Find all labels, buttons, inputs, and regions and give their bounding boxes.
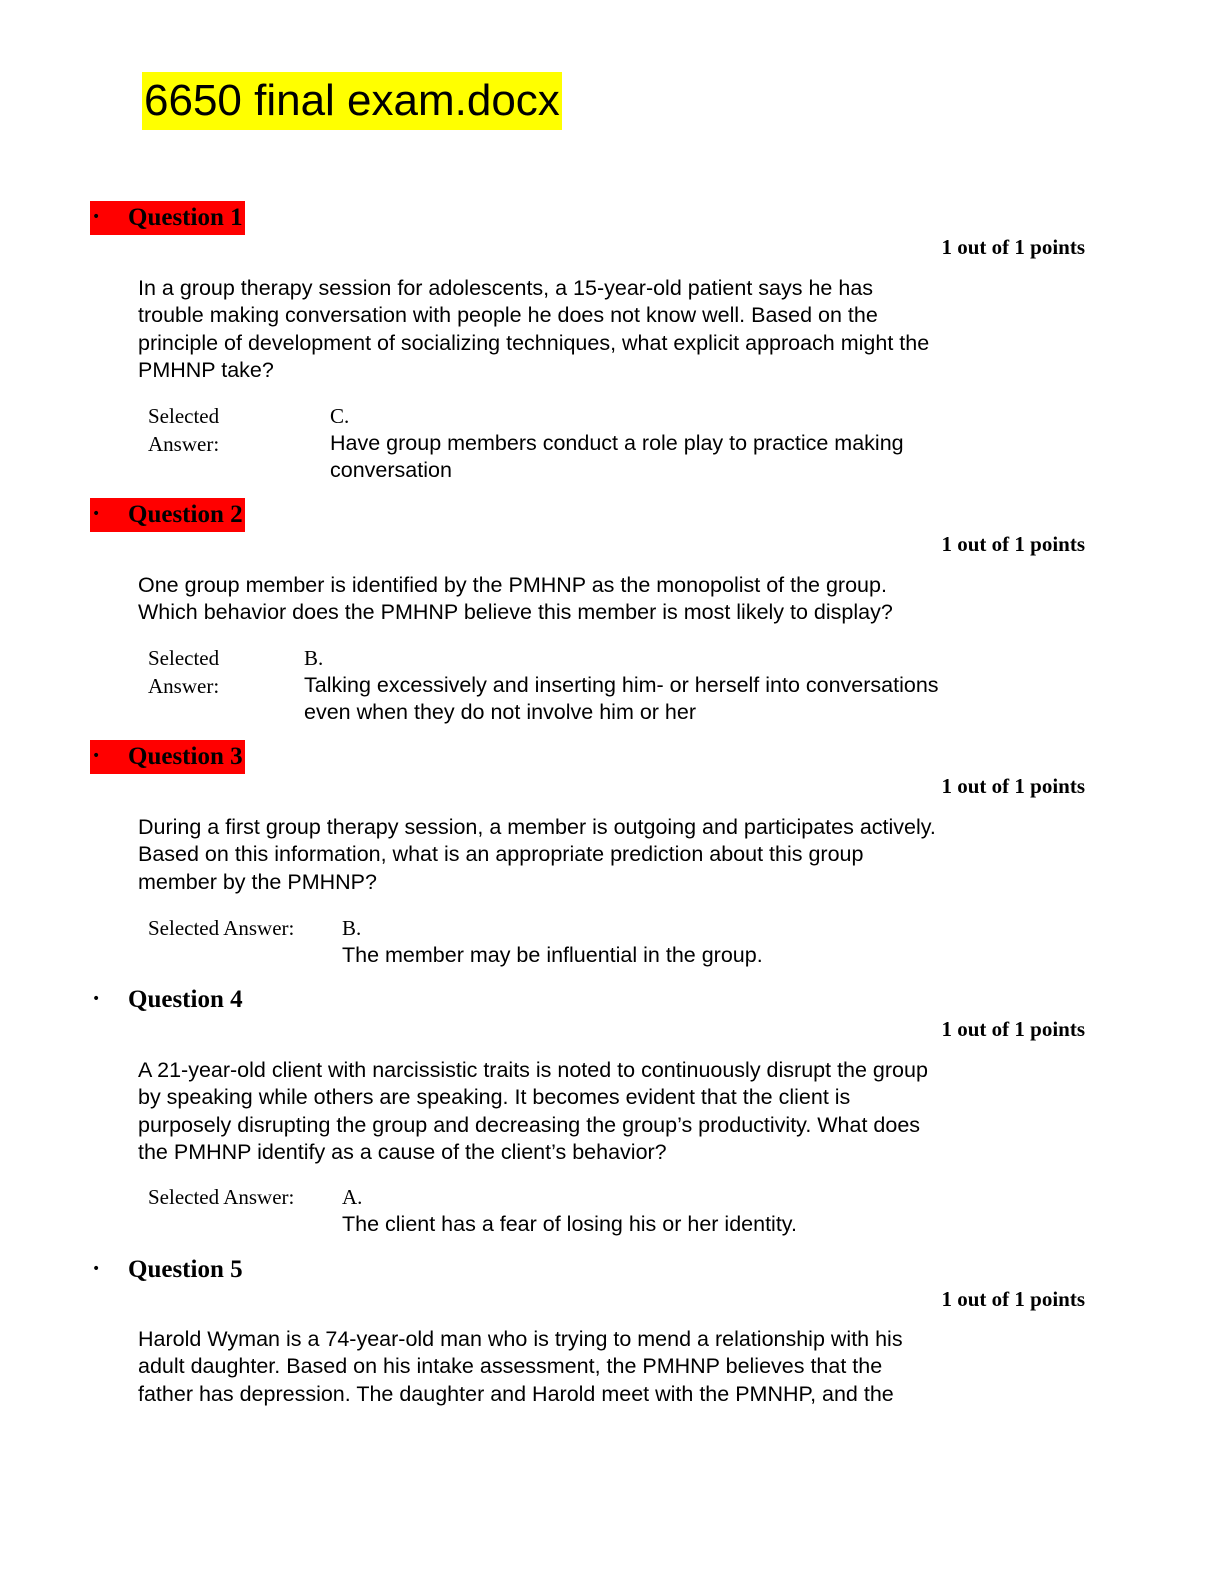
question-4-title: Question 4: [128, 986, 243, 1013]
answer-line: conversation: [330, 458, 452, 483]
question-3-answer-letter: B.: [342, 916, 362, 940]
prompt-line: the PMHNP identify as a cause of the client’s behavior?: [138, 1139, 667, 1164]
bullet-icon: •: [92, 209, 101, 226]
prompt-line: In a group therapy session for adolescents, a 15-year-old patient says he has: [138, 276, 874, 300]
question-1-answer-letter: C.: [330, 404, 350, 428]
question-4-heading: [90, 983, 245, 1017]
document-title: 6650 final exam.docx: [142, 72, 562, 130]
answer-line: The member may be influential in the group.: [342, 943, 763, 967]
question-1-selected-answer-label: [148, 402, 219, 458]
question-4-answer-letter: A.: [342, 1185, 363, 1209]
question-2-answer-letter: B.: [304, 646, 324, 670]
prompt-line: principle of development of socializing techniques, what explicit approach might the: [138, 330, 930, 355]
question-3-selected-answer-label: Selected Answer:: [148, 916, 295, 940]
question-2-points: 1 out of 1 points: [941, 532, 1085, 556]
question-5-heading: [90, 1253, 245, 1287]
prompt-line: adult daughter. Based on his intake assessment, the PMHNP believes that the: [138, 1354, 883, 1379]
bullet-icon: •: [92, 1261, 101, 1278]
question-4-answer-text: [342, 1211, 797, 1238]
question-4-selected-answer-label: Selected Answer:: [148, 1185, 295, 1209]
question-1-prompt: [138, 275, 1038, 384]
question-1-points: 1 out of 1 points: [941, 235, 1085, 259]
question-2-selected-answer-label: [148, 644, 219, 700]
answer-line: even when they do not involve him or her: [304, 700, 697, 725]
prompt-line: trouble making conversation with people he does not know well. Based on the: [138, 303, 878, 328]
prompt-line: PMHNP take?: [138, 357, 274, 382]
question-3-points: 1 out of 1 points: [941, 774, 1085, 798]
prompt-line: purposely disrupting the group and decreasing the group’s productivity. What does: [138, 1112, 921, 1137]
question-1-title: Question 1: [128, 204, 243, 231]
question-1-answer-text: [330, 430, 904, 485]
question-2-answer-text: [304, 672, 939, 727]
answer-line: The client has a fear of losing his or her identity.: [342, 1212, 797, 1236]
question-5-title: Question 5: [128, 1256, 243, 1283]
prompt-line: Based on this information, what is an appropriate prediction about this group: [138, 842, 864, 867]
prompt-line: One group member is identified by the PMHNP as the monopolist of the group.: [138, 573, 887, 597]
question-3-answer-text: [342, 942, 763, 969]
prompt-line: During a first group therapy session, a member is outgoing and participates actively.: [138, 815, 936, 839]
answer-line: Talking excessively and inserting him- or herself into conversations: [304, 673, 939, 697]
question-5-points: 1 out of 1 points: [941, 1287, 1085, 1311]
question-2-title: Question 2: [128, 501, 243, 528]
question-2-heading: [90, 498, 245, 532]
label-line: Selected: [148, 646, 220, 670]
prompt-line: father has depression. The daughter and Harold meet with the PMNHP, and the: [138, 1381, 894, 1406]
bullet-icon: •: [92, 748, 101, 765]
answer-line: Have group members conduct a role play to practice making: [330, 431, 904, 455]
question-5-prompt: [138, 1326, 1038, 1408]
prompt-line: Which behavior does the PMHNP believe this member is most likely to display?: [138, 600, 893, 625]
prompt-line: Harold Wyman is a 74-year-old man who is trying to mend a relationship with his: [138, 1327, 903, 1351]
question-2-prompt: [138, 572, 1038, 627]
question-3-prompt: [138, 814, 1038, 896]
question-4-points: 1 out of 1 points: [941, 1017, 1085, 1041]
prompt-line: by speaking while others are speaking. It becomes evident that the client is: [138, 1085, 851, 1110]
prompt-line: A 21-year-old client with narcissistic traits is noted to continuously disrupt the group: [138, 1058, 928, 1082]
question-3-title: Question 3: [128, 743, 243, 770]
bullet-icon: •: [92, 991, 101, 1008]
label-line: Selected: [148, 404, 220, 428]
label-line: Answer:: [148, 674, 220, 698]
label-line: Answer:: [148, 432, 220, 456]
question-4-prompt: [138, 1057, 1038, 1166]
question-3-heading: [90, 740, 245, 774]
question-1-heading: [90, 201, 245, 235]
prompt-line: member by the PMHNP?: [138, 869, 377, 894]
bullet-icon: •: [92, 506, 101, 523]
